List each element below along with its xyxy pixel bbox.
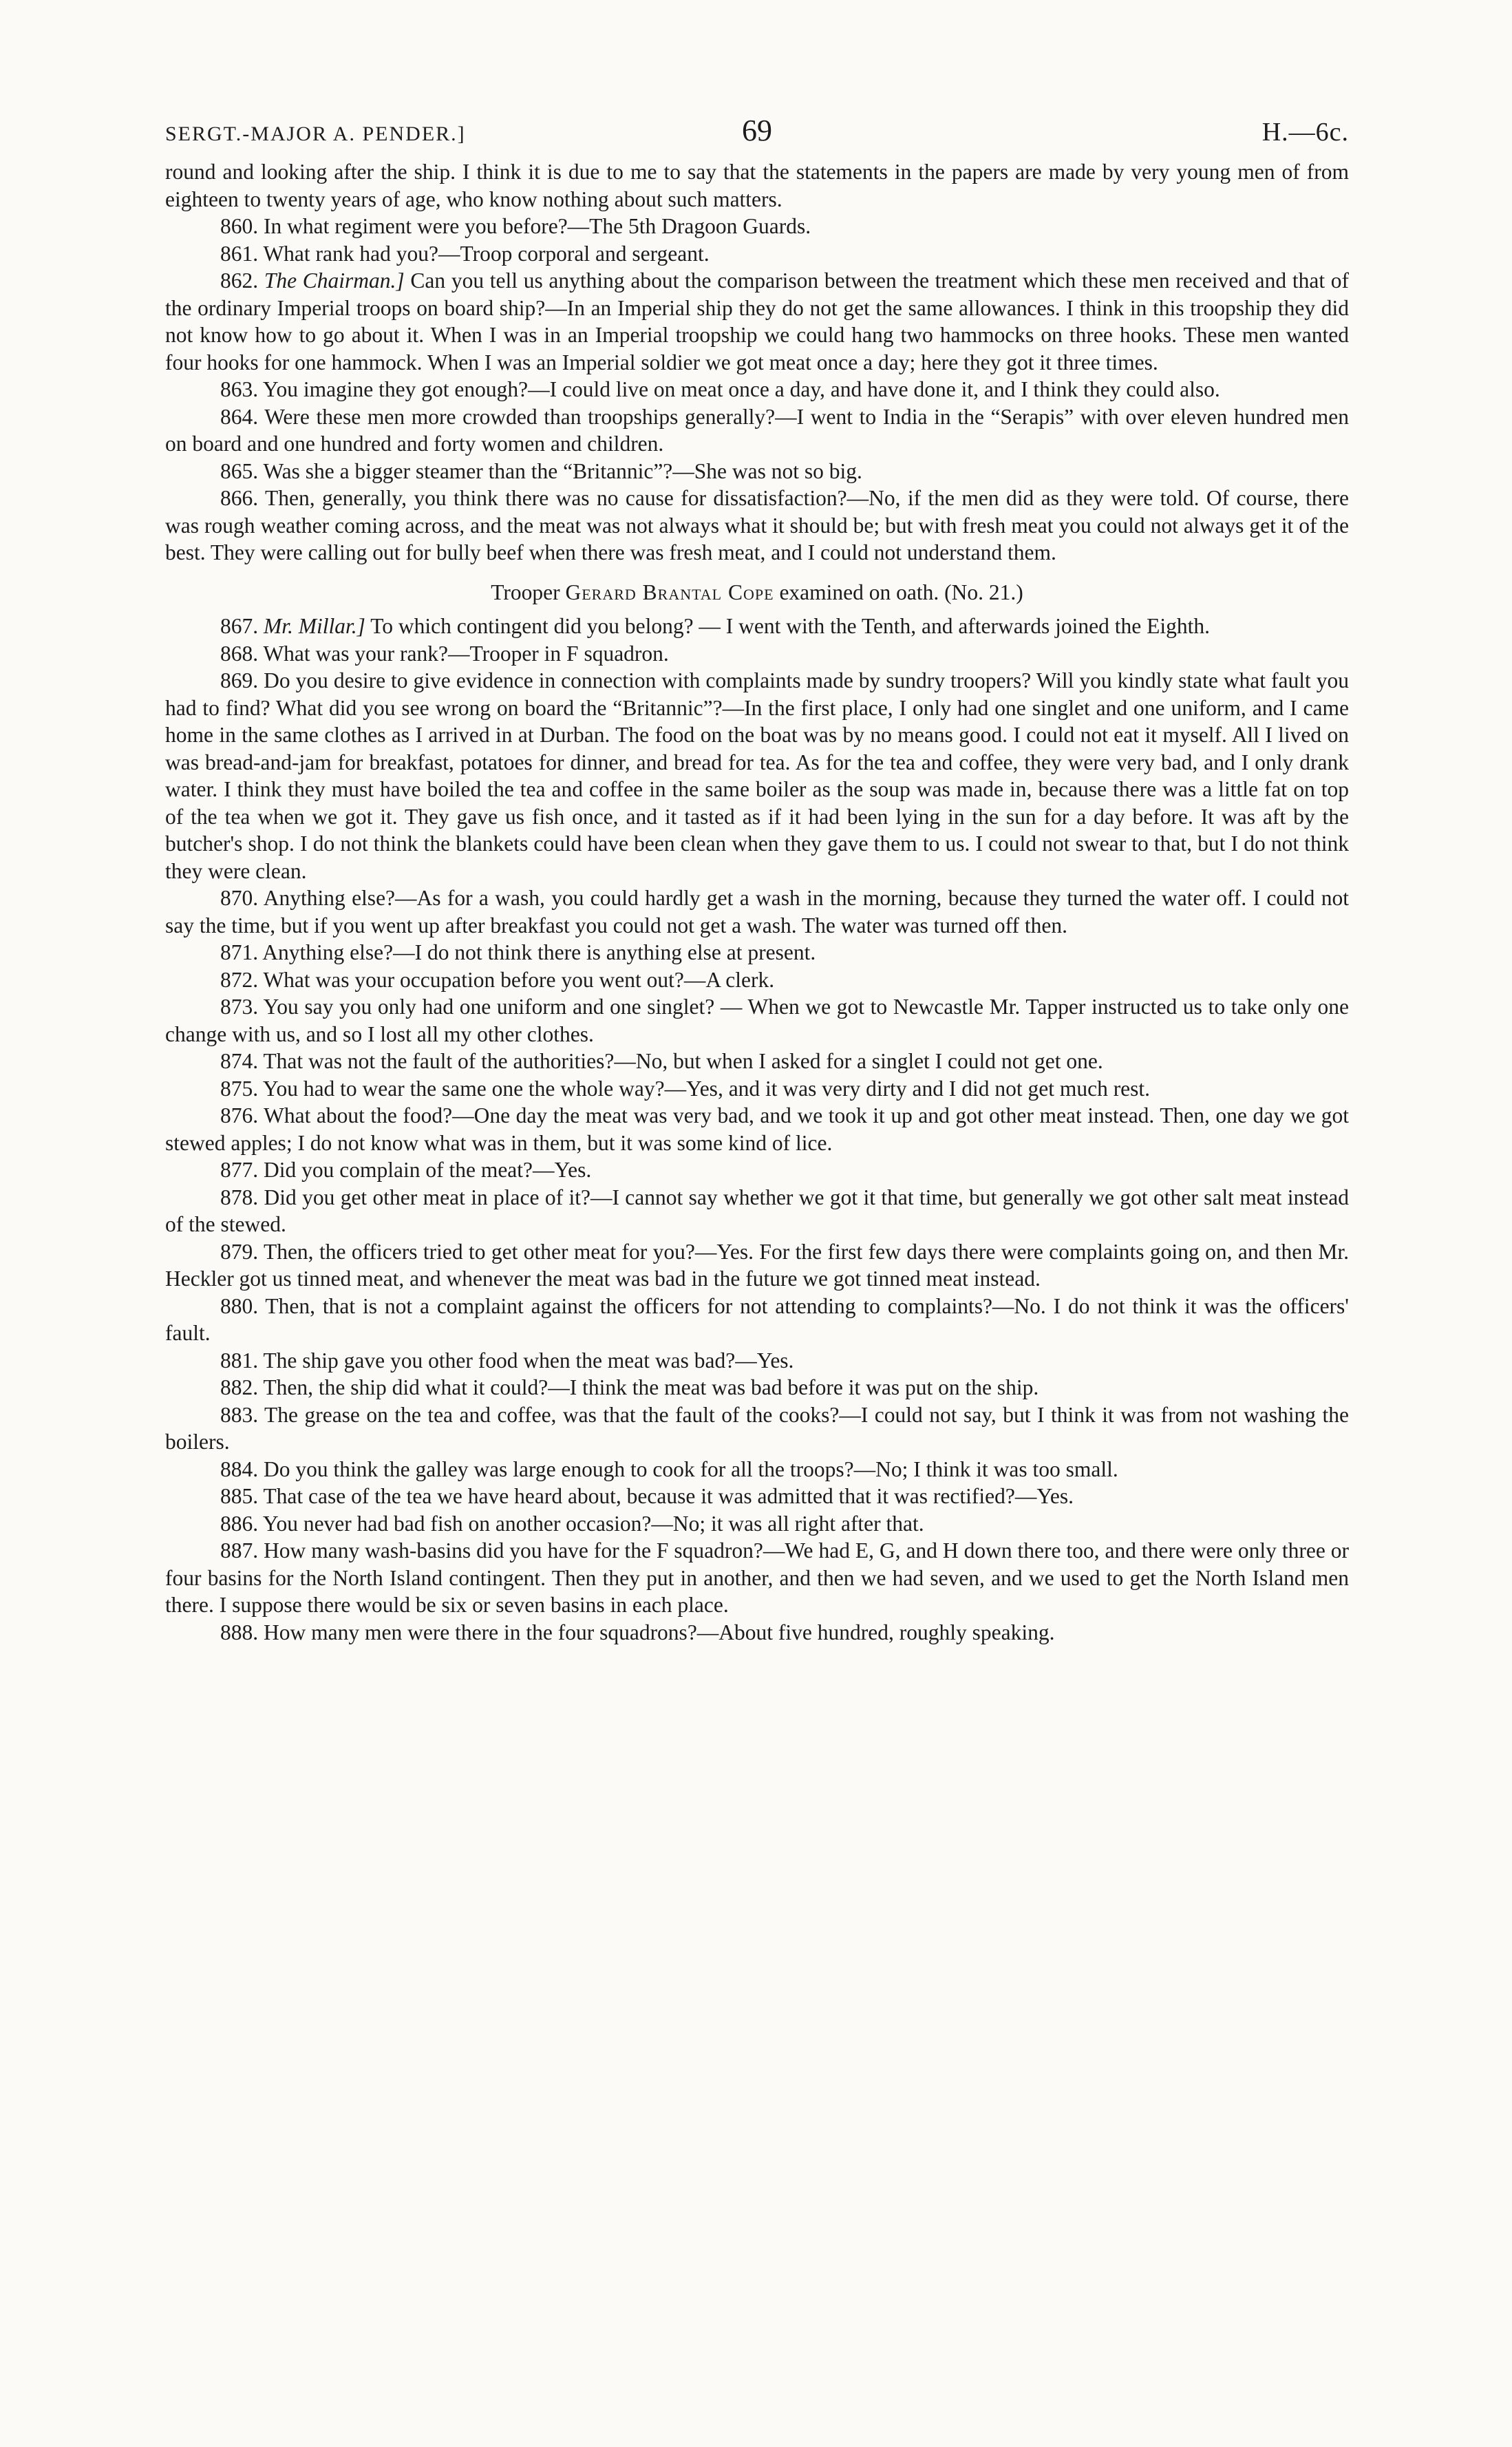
question-number: 863.: [220, 377, 259, 401]
paragraph-text: You never had bad fish on another occasion?—No; it was all right after that.: [262, 1511, 924, 1536]
testimony-paragraph: [165, 1238, 1349, 1293]
testimony-block-cope: [165, 613, 1349, 1646]
question-number: 870.: [220, 886, 259, 910]
testimony-paragraph: [165, 613, 1349, 640]
testimony-paragraph: [165, 1184, 1349, 1238]
testimony-paragraph: [165, 640, 1349, 668]
paragraph-text: Then, generally, you think there was no cause for dissatisfaction?—No, if the men did as they were told. Of course, there was rough weather coming across, and the meat was not always what it should be; but with fresh meat you could not always get it of the best. They were calling out for bully beef when there was fresh meat, and I could not understand them.: [165, 486, 1349, 564]
testimony-paragraph: [165, 1456, 1349, 1483]
paragraph-text: In what regiment were you before?—The 5th Dragoon Guards.: [264, 214, 811, 238]
paragraph-text: What was your rank?—Trooper in F squadron.: [263, 641, 669, 666]
question-number: 867.: [220, 614, 259, 638]
testimony-paragraph: [165, 1347, 1349, 1375]
testimony-paragraph: [165, 1619, 1349, 1646]
paragraph-text: round and looking after the ship. I think it is due to me to say that the statements in the papers are made by very young men of from eighteen to twenty years of age, who know nothing about such matters.: [165, 160, 1349, 211]
testimony-paragraph: [165, 1102, 1349, 1156]
paragraph-text: That case of the tea we have heard about, because it was admitted that it was rectified?—Yes.: [263, 1484, 1074, 1508]
question-number: 868.: [220, 641, 259, 666]
testimony-paragraph: [165, 1075, 1349, 1103]
document-page: [165, 110, 1349, 1646]
question-number: 861.: [220, 241, 259, 266]
paragraph-text: Then, the officers tried to get other meat for you?—Yes. For the first few days there were complaints going on, and then Mr. Heckler got us tinned meat, and whenever the meat was bad in the future we got tinned meat instead.: [165, 1239, 1349, 1291]
question-number: 886.: [220, 1511, 259, 1536]
paragraph-text: That was not the fault of the authorities?—No, but when I asked for a singlet I could not get one.: [263, 1049, 1103, 1073]
document-reference: H.—6c.: [1261, 118, 1349, 147]
testimony-paragraph: [165, 1401, 1349, 1456]
testimony-paragraph: [165, 403, 1349, 458]
paragraph-text: Was she a bigger steamer than the “Britannic”?—She was not so big.: [263, 458, 862, 483]
paragraph-text: Did you complain of the meat?—Yes.: [264, 1158, 592, 1182]
paragraph-text: Did you get other meat in place of it?—I cannot say whether we got it that time, but generally we got other salt meat instead of the stewed.: [165, 1185, 1349, 1236]
paragraph-text: How many men were there in the four squadrons?—About five hundred, roughly speaking.: [264, 1620, 1055, 1644]
speaker-name: Mr. Millar.]: [264, 614, 365, 638]
speaker-name: The Chairman.]: [264, 268, 405, 293]
question-number: 884.: [220, 1456, 259, 1481]
paragraph-text: Then, the ship did what it could?—I think the meat was bad before it was put on the ship.: [263, 1375, 1039, 1399]
testimony-paragraph: [165, 993, 1349, 1048]
paragraph-text: You say you only had one uniform and one singlet? — When we got to Newcastle Mr. Tapper instructed us to take only one change with us, and so I lost all my other clothes.: [165, 995, 1349, 1046]
page-header: [165, 110, 1349, 158]
paragraph-text: The grease on the tea and coffee, was that the fault of the cooks?—I could not say, but I think it was from not washing the boilers.: [165, 1402, 1349, 1454]
paragraph-text: Do you think the galley was large enough to cook for all the troops?—No; I think it was too small.: [264, 1456, 1118, 1481]
page-number: 69: [742, 114, 772, 147]
testimony-paragraph: [165, 376, 1349, 403]
question-number: 883.: [220, 1402, 259, 1427]
testimony-paragraph: [165, 1510, 1349, 1538]
testimony-paragraph: [165, 667, 1349, 884]
question-number: 888.: [220, 1620, 259, 1644]
testimony-paragraph: [165, 884, 1349, 939]
question-number: 874.: [220, 1049, 259, 1073]
question-number: 887.: [220, 1538, 259, 1563]
witness-heading: [165, 579, 1349, 606]
paragraph-text: How many wash-basins did you have for the F squadron?—We had E, G, and H down there too, and there were only three or four basins for the North Island contingent. Then they put in another, and then we had seven, and we used to get the North Island men there. I suppose there would be six or seven basins in each place.: [165, 1538, 1349, 1617]
testimony-paragraph: [165, 1156, 1349, 1184]
question-number: 864.: [220, 404, 259, 429]
question-number: 877.: [220, 1158, 259, 1182]
question-number: 866.: [220, 486, 259, 510]
testimony-paragraph: [165, 213, 1349, 240]
paragraph-text: Anything else?—As for a wash, you could hardly get a wash in the morning, because they turned the water off. I could not say the time, but if you went up after breakfast you could not get a wash. The water was turned off then.: [165, 886, 1349, 938]
witness-heading-prefix: Trooper: [491, 580, 560, 604]
question-number: 875.: [220, 1076, 259, 1101]
question-number: 869.: [220, 668, 259, 692]
testimony-paragraph: [165, 1048, 1349, 1075]
question-number: 876.: [220, 1103, 259, 1127]
paragraph-text: Anything else?—I do not think there is anything else at present.: [262, 940, 816, 964]
question-number: 879.: [220, 1239, 259, 1264]
testimony-paragraph: [165, 158, 1349, 213]
question-number: 871.: [220, 940, 259, 964]
paragraph-text: What was your occupation before you went out?—A clerk.: [263, 967, 775, 992]
paragraph-text: To which contingent did you belong? — I went with the Tenth, and afterwards joined the Eighth.: [370, 614, 1210, 638]
question-number: 885.: [220, 1484, 259, 1508]
paragraph-text: You imagine they got enough?—I could live on meat once a day, and have done it, and I think they could also.: [262, 377, 1220, 401]
paragraph-text: Then, that is not a complaint against the officers for not attending to complaints?—No. I do not think it was the officers' fault.: [165, 1293, 1349, 1345]
question-number: 872.: [220, 967, 259, 992]
question-number: 860.: [220, 214, 259, 238]
question-number: 882.: [220, 1375, 259, 1399]
testimony-paragraph: [165, 1374, 1349, 1401]
testimony-paragraph: [165, 240, 1349, 268]
paragraph-text: What rank had you?—Troop corporal and sergeant.: [263, 241, 710, 266]
testimony-paragraph: [165, 939, 1349, 966]
witness-heading-name: Gerard Brantal Cope: [565, 580, 774, 604]
paragraph-text: Were these men more crowded than troopships generally?—I went to India in the “Serapis” with over eleven hundred men on board and one hundred and forty women and children.: [165, 404, 1349, 456]
testimony-paragraph: [165, 485, 1349, 566]
question-number: 862.: [220, 268, 259, 293]
paragraph-text: What about the food?—One day the meat was very bad, and we took it up and got other meat instead. Then, one day we got stewed apples; I do not know what was in them, but it was some kind of lice.: [165, 1103, 1349, 1155]
testimony-paragraph: [165, 1483, 1349, 1510]
testimony-paragraph: [165, 1537, 1349, 1619]
document-body: [165, 158, 1349, 1646]
paragraph-text: Can you tell us anything about the comparison between the treatment which these men received and that of the ordinary Imperial troops on board ship?—In an Imperial ship they do not get the same allowances. I think in this troopship they did not know how to go about it. When I was in an Imperial troopship we could hang two hammocks on three hooks. These men wanted four hooks for one hammock. When I was an Imperial soldier we got meat once a day; here they got it three times.: [165, 268, 1350, 374]
question-number: 878.: [220, 1185, 259, 1209]
witness-heading-suffix: examined on oath. (No. 21.): [779, 580, 1023, 604]
testimony-paragraph: [165, 267, 1349, 376]
paragraph-text: The ship gave you other food when the meat was bad?—Yes.: [263, 1348, 794, 1373]
testimony-paragraph: [165, 1293, 1349, 1347]
paragraph-text: You had to wear the same one the whole way?—Yes, and it was very dirty and I did not get much rest.: [262, 1076, 1151, 1101]
question-number: 880.: [220, 1293, 259, 1318]
header-witness-name: SERGT.-MAJOR A. PENDER.]: [165, 123, 466, 145]
question-number: 865.: [220, 458, 259, 483]
testimony-block-pender: [165, 158, 1349, 566]
question-number: 881.: [220, 1348, 259, 1373]
testimony-paragraph: [165, 458, 1349, 485]
paragraph-text: Do you desire to give evidence in connection with complaints made by sundry troopers? Will you kindly state what fault you had to find? What did you see wrong on board the “Britannic”?—In the first place, I only had one singlet and one uniform, and I came home in the same clothes as I arrived in at Durban. The food on the boat was by no means good. I could not eat it myself. All I lived on was bread-and-jam for breakfast, potatoes for dinner, and bread for tea. As for the tea and coffee, they were very bad, and I only drank water. I think they must have boiled the tea and coffee in the same boiler as the soup was made in, because there was a little fat on top of the tea when we got it. They gave us fish once, and it tasted as if it had been lying in the sun for a day before. It was aft by the butcher's shop. I do not think the blankets could have been clean when they gave them to us. I could not swear to that, but I do not think they were clean.: [165, 668, 1350, 883]
question-number: 873.: [220, 995, 259, 1019]
testimony-paragraph: [165, 966, 1349, 994]
